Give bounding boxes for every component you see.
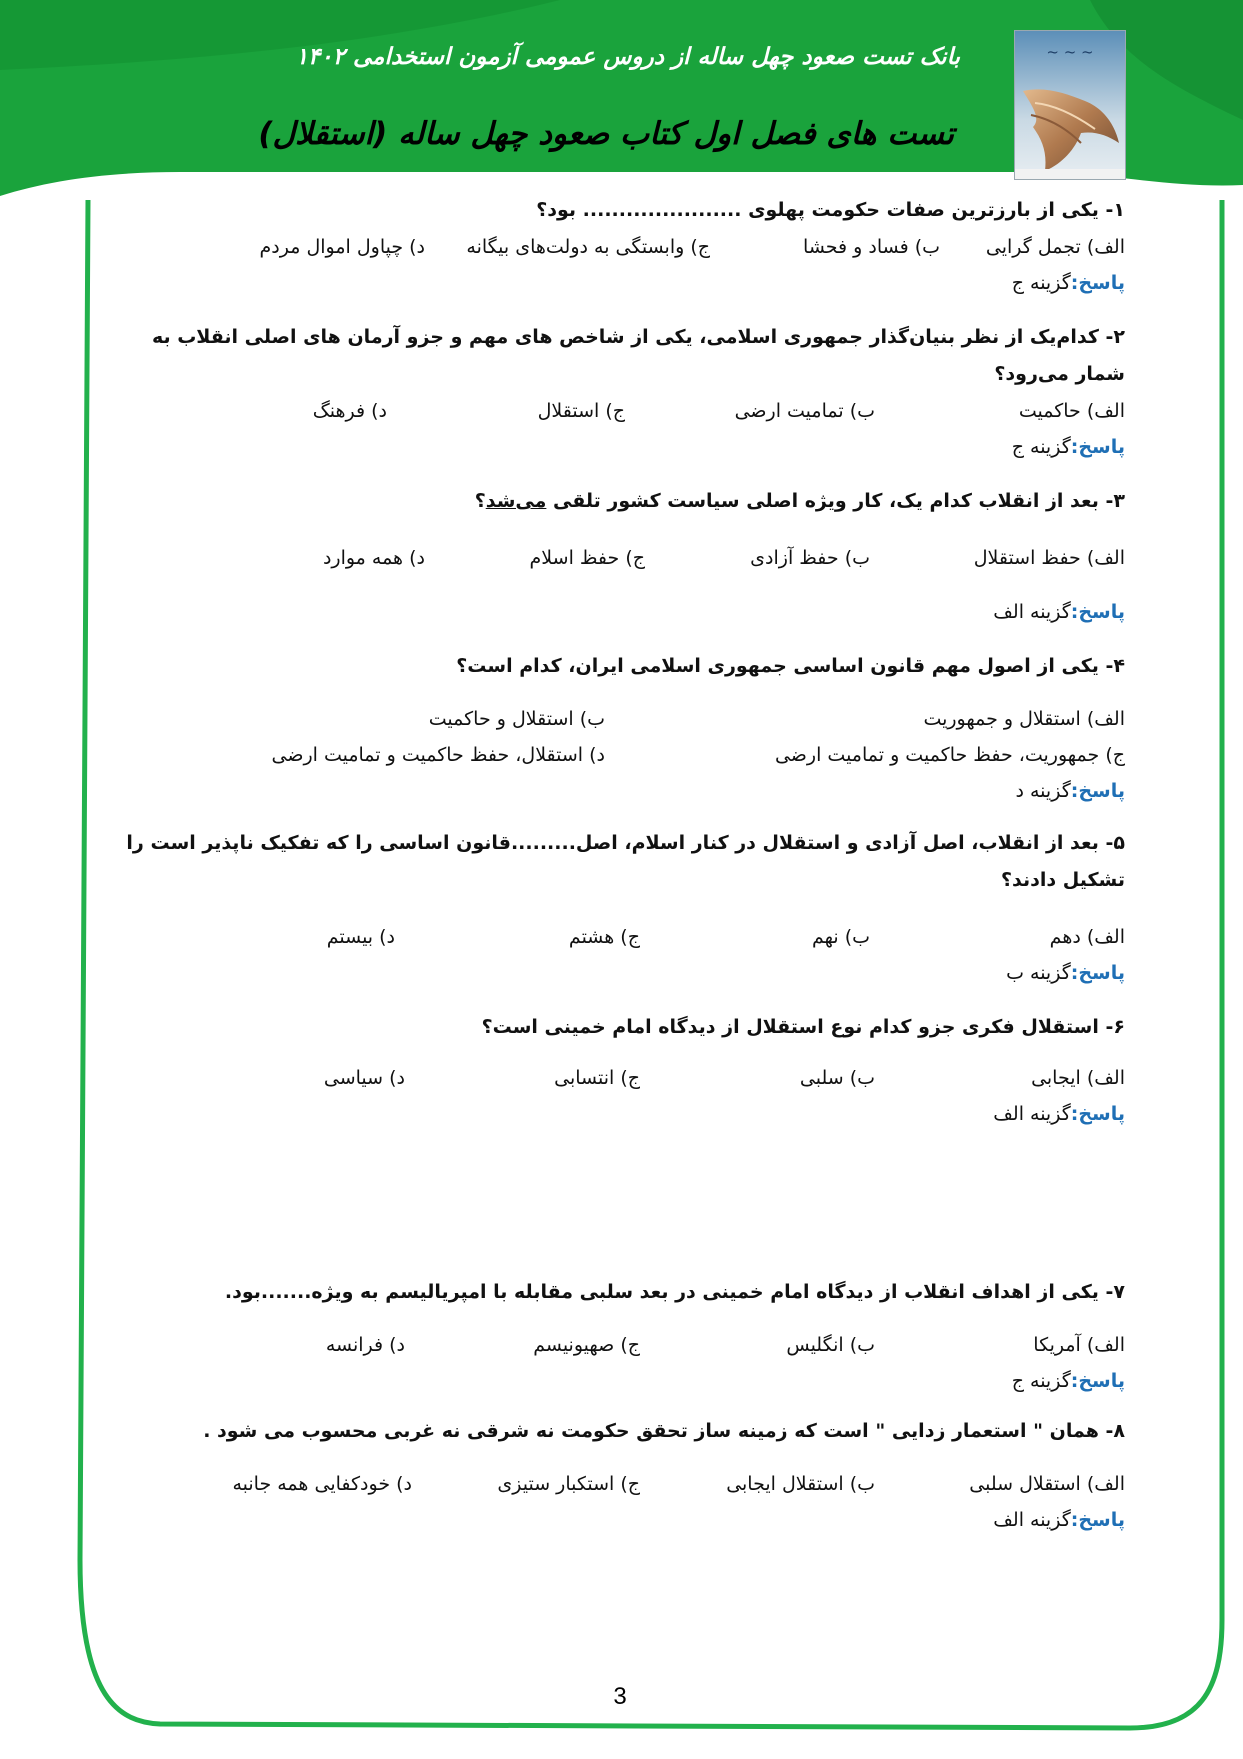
option-d: د) چپاول اموال مردم xyxy=(259,236,425,258)
option-d: د) بیستم xyxy=(326,926,395,948)
question-text: ۵- بعد از انقلاب، اصل آزادی و استقلال در کنار اسلام، اصل.........قانون اساسی را که تفکیک ناپذیر است را تشکیل دادند؟ xyxy=(126,832,1125,891)
answer-label: پاسخ: xyxy=(1070,1103,1125,1125)
answer-value: گزینه ج xyxy=(1011,272,1071,294)
options-row xyxy=(120,919,1125,955)
option-d: د) فرهنگ xyxy=(312,400,387,422)
question-8 xyxy=(120,1413,1125,1538)
option-c: ج) هشتم xyxy=(568,926,640,948)
options-row xyxy=(120,701,1125,737)
option-b: ب) فساد و فحشا xyxy=(803,236,940,258)
answer-line xyxy=(120,429,1125,465)
option-a: الف) حاکمیت xyxy=(1018,400,1125,422)
answer-line xyxy=(120,1502,1125,1538)
question-text: ۴- یکی از اصول مهم قانون اساسی جمهوری اسلامی ایران، کدام است؟ xyxy=(456,655,1125,677)
answer-value: گزینه ج xyxy=(1011,436,1071,458)
answer-value: گزینه الف xyxy=(993,1509,1071,1531)
answer-label: پاسخ: xyxy=(1070,601,1125,623)
question-3 xyxy=(120,483,1125,630)
question-text: ۶- استقلال فکری جزو کدام نوع استقلال از دیدگاه امام خمینی است؟ xyxy=(481,1016,1125,1038)
header-subtitle: بانک تست صعود چهل ساله از دروس عمومی آزمون استخدامی ۱۴۰۲ xyxy=(295,44,960,70)
answer-line xyxy=(120,265,1125,301)
answer-label: پاسخ: xyxy=(1070,962,1125,984)
option-c: ج) انتسابی xyxy=(554,1067,640,1089)
svg-text:~ ~ ~: ~ ~ ~ xyxy=(1046,43,1094,61)
option-b: ب) استقلال ایجابی xyxy=(726,1473,875,1495)
answer-label: پاسخ: xyxy=(1070,1370,1125,1392)
question-text: ۸- همان " استعمار زدایی " است که زمینه ساز تحقق حکومت نه شرقی نه غربی محسوب می شود . xyxy=(203,1420,1125,1442)
options-row xyxy=(120,737,1125,773)
options-row xyxy=(120,540,1125,576)
option-b: ب) نهم xyxy=(811,926,870,948)
question-1 xyxy=(120,192,1125,301)
question-4 xyxy=(120,648,1125,809)
option-a: الف) تجمل گرایی xyxy=(985,236,1125,258)
options-row xyxy=(120,1466,1125,1502)
option-a: الف) استقلال سلبی xyxy=(969,1473,1125,1495)
question-text-part: ؟ xyxy=(474,490,486,512)
option-c: ج) جمهوریت، حفظ حاکمیت و تمامیت ارضی xyxy=(774,744,1125,766)
option-b: ب) حفظ آزادی xyxy=(750,547,870,569)
option-a: الف) دهم xyxy=(1049,926,1125,948)
option-d: د) فرانسه xyxy=(325,1334,405,1356)
option-b: ب) سلبی xyxy=(799,1067,875,1089)
option-c: ج) استقلال xyxy=(537,400,625,422)
option-c: ج) استکبار ستیزی xyxy=(497,1473,640,1495)
option-a: الف) حفظ استقلال xyxy=(973,547,1125,569)
question-text-part: ۳- بعد از انقلاب کدام یک، کار ویژه اصلی سیاست کشور تلقی xyxy=(546,490,1125,512)
answer-value: گزینه ج xyxy=(1011,1370,1071,1392)
option-a: الف) ایجابی xyxy=(1031,1067,1125,1089)
answer-label: پاسخ: xyxy=(1070,436,1125,458)
question-6 xyxy=(120,1009,1125,1132)
question-7 xyxy=(120,1274,1125,1399)
option-c: ج) صهیونیسم xyxy=(533,1334,640,1356)
question-text: ۷- یکی از اهداف انقلاب از دیدگاه امام خمینی در بعد سلبی مقابله با امپریالیسم به ویژه.......بود. xyxy=(224,1281,1125,1303)
option-d: د) خودکفایی همه جانبه xyxy=(232,1473,412,1495)
options-row xyxy=(120,1327,1125,1363)
option-b: ب) تمامیت ارضی xyxy=(734,400,875,422)
questions-section xyxy=(120,192,1125,1538)
answer-label: پاسخ: xyxy=(1070,1509,1125,1531)
answer-label: پاسخ: xyxy=(1070,780,1125,802)
header-title: تست های فصل اول کتاب صعود چهل ساله (استقلال) xyxy=(258,116,954,152)
book-cover-image xyxy=(1014,30,1126,180)
option-c: ج) وابستگی به دولت‌های بیگانه xyxy=(466,236,710,258)
option-c: ج) حفظ اسلام xyxy=(529,547,645,569)
question-text: ۱- یکی از بارزترین صفات حکومت پهلوی ...................... بود؟ xyxy=(536,199,1125,221)
options-row xyxy=(120,393,1125,429)
question-text xyxy=(120,483,1125,520)
answer-line xyxy=(120,955,1125,991)
answer-value: گزینه ب xyxy=(1006,962,1071,984)
question-text-underlined: می‌شد xyxy=(485,490,547,512)
answer-line xyxy=(120,773,1125,809)
option-a: الف) استقلال و جمهوریت xyxy=(923,708,1125,730)
answer-value: گزینه د xyxy=(1015,780,1071,802)
answer-value: گزینه الف xyxy=(993,1103,1071,1125)
answer-line xyxy=(120,1363,1125,1399)
option-b: ب) انگلیس xyxy=(786,1334,875,1356)
options-row xyxy=(120,229,1125,265)
options-row xyxy=(120,1060,1125,1096)
question-text: ۲- کدام‌یک از نظر بنیان‌گذار جمهوری اسلامی، یکی از شاخص های مهم و جزو آرمان های اصلی انقلاب به شمار می‌رود؟ xyxy=(151,326,1125,385)
answer-label: پاسخ: xyxy=(1070,272,1125,294)
option-b: ب) استقلال و حاکمیت xyxy=(428,708,605,730)
option-d: د) همه موارد xyxy=(322,547,425,569)
answer-value: گزینه الف xyxy=(993,601,1071,623)
answer-line xyxy=(120,1096,1125,1132)
page-number: 3 xyxy=(613,1683,627,1710)
answer-line xyxy=(120,594,1125,630)
option-d: د) استقلال، حفظ حاکمیت و تمامیت ارضی xyxy=(271,744,605,766)
question-2 xyxy=(120,319,1125,465)
option-d: د) سیاسی xyxy=(323,1067,405,1089)
option-a: الف) آمریکا xyxy=(1033,1334,1125,1356)
question-5 xyxy=(120,825,1125,991)
